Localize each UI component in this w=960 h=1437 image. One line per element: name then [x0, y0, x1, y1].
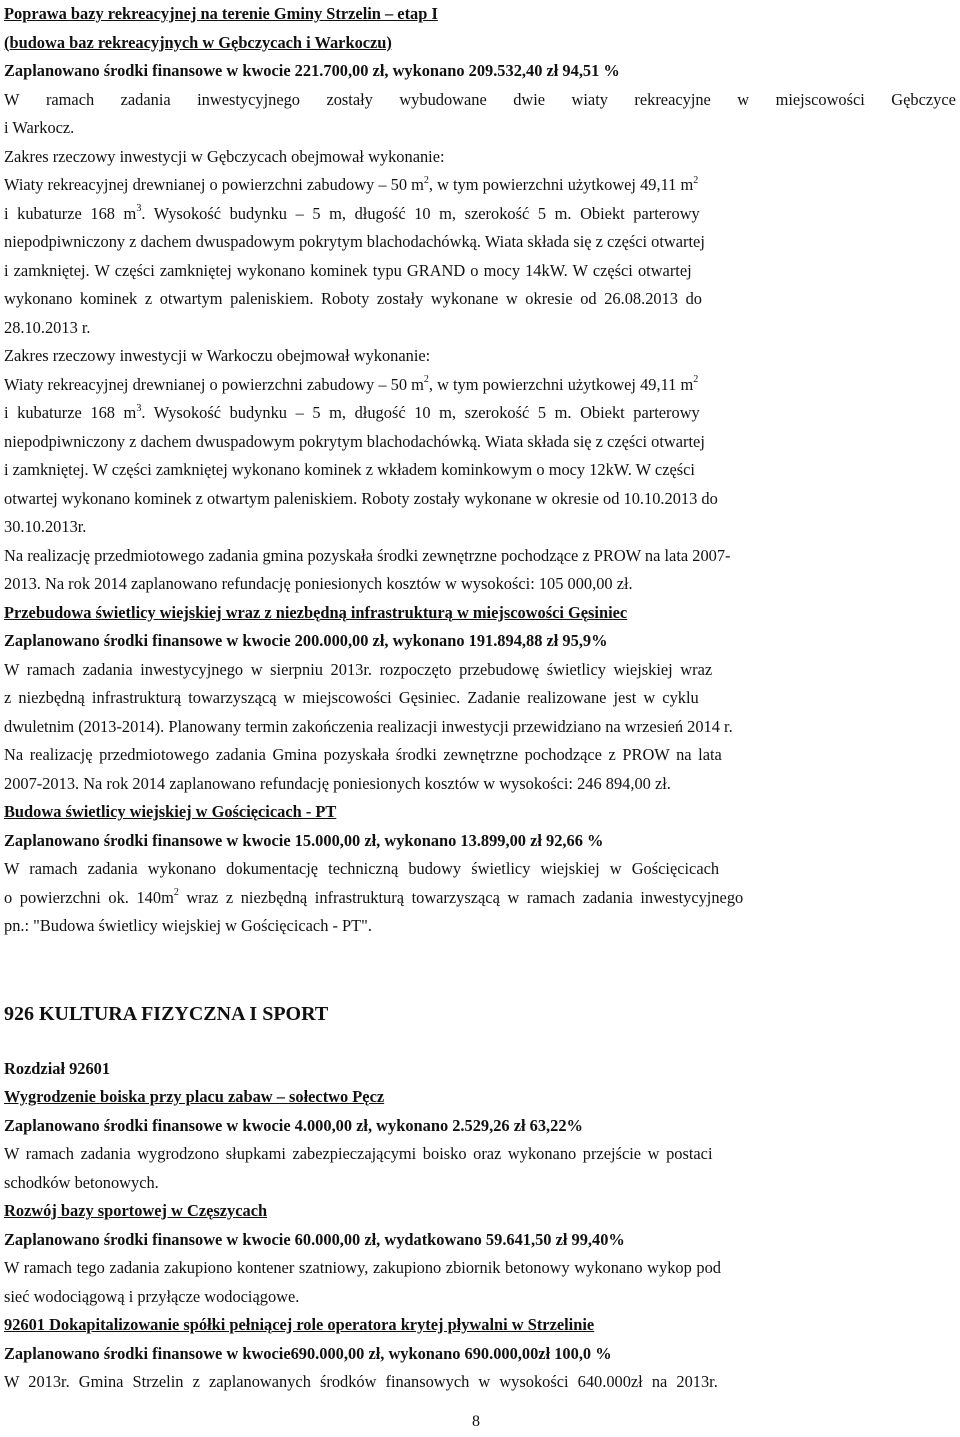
paragraph-line: wykonano kominek z otwartym paleniskiem. Roboty zostały wykonane w okresie od 26.08.2013 do [4, 289, 702, 308]
paragraph-line: o powierzchni ok. $140m^2$ wraz z niezbędną infrastrukturą towarzyszącą w ramach zadania inwestycyjnego [4, 887, 744, 907]
paragraph-line: W ramach zadania inwestycyjnego w sierpniu 2013r. rozpoczęto przebudowę świetlicy wiejskiej wraz [4, 659, 713, 679]
paragraph-line: i zamkniętej. W części zamkniętej wykonano kominek typu GRAND o mocy 14kW. W części otwartej [4, 260, 692, 280]
execution-percent: 95,9% [562, 631, 608, 650]
word: ramach [45, 89, 95, 109]
execution-percent: 100,0 % [554, 1343, 612, 1363]
word: w [737, 89, 750, 109]
chapter-heading: 926 KULTURA FIZYCZNA I SPORT [4, 1002, 329, 1025]
planned-funds-line [4, 1340, 956, 1369]
paragraph-line: Wiaty rekreacyjnej drewnianej o powierzchni zabudowy – 50 $m^2$, w tym powierzchni użytkowej 49,11 $m^2$ [4, 374, 699, 394]
word: miejscowości [775, 89, 865, 109]
scope-heading: Zakres rzeczowy inwestycji w Warkoczu obejmował wykonanie: [4, 346, 431, 365]
paragraph-line: niepodpiwniczony z dachem dwuspadowym pokrytym blachodachówką. Wiata składa się z części otwartej [4, 232, 705, 251]
paragraph-line: Wiaty rekreacyjnej drewnianej o powierzchni zabudowy – 50 $m^2$, w tym powierzchni użytkowej 49,11 $m^2$ [4, 174, 699, 194]
paragraph-line: pn.: "Budowa świetlicy wiejskiej w Gościęcicach - PT". [4, 916, 372, 935]
paragraph-line: schodków betonowych. [4, 1172, 159, 1192]
section-title: Poprawa bazy rekreacyjnej na terenie Gminy Strzelin – etap I [4, 4, 438, 23]
paragraph-line: i Warkocz. [4, 118, 75, 137]
planned-funds: Zaplanowano środki finansowe w kwocie 15.000,00 zł, wykonano 13.899,00 zł [4, 830, 542, 850]
paragraph-line: sieć wodociągową i przyłącze wodociągowe. [4, 1286, 300, 1306]
execution-percent: 63,22% [529, 1115, 583, 1135]
word: W [4, 89, 20, 109]
planned-funds: Zaplanowano środki finansowe w kwocie 200.000,00 zł, wykonano 191.894,88 zł [4, 631, 559, 650]
word: wiaty [571, 89, 608, 109]
paragraph-line: niepodpiwniczony z dachem dwuspadowym pokrytym blachodachówką. Wiata składa się z części otwartej [4, 431, 705, 451]
word: zadania [120, 89, 171, 109]
paragraph-line: 28.10.2013 r. [4, 317, 91, 337]
paragraph-line: 2013. Na rok 2014 zaplanowano refundację poniesionych kosztów w wysokości: 105 000,00 zł. [4, 574, 633, 593]
planned-funds-line [4, 827, 956, 856]
planned-funds-line [4, 1226, 956, 1255]
word: dwie [513, 89, 546, 109]
paragraph-line: 2007-2013. Na rok 2014 zaplanowano refundację poniesionych kosztów w wysokości: 246 894,00 zł. [4, 773, 671, 793]
paragraph-line: W ramach zadania wygrodzono słupkami zabezpieczającymi boisko oraz wykonano przejście w postaci [4, 1144, 713, 1163]
paragraph-line: otwartej wykonano kominek z otwartym paleniskiem. Roboty zostały wykonane w okresie od 10.10.2013 do [4, 488, 718, 508]
planned-funds: Zaplanowano środki finansowe w kwocie690.000,00 zł, wykonano 690.000,00zł [4, 1343, 551, 1363]
paragraph-line: W ramach tego zadania zakupiono kontener szatniowy, zakupiono zbiornik betonowy wykonano wykop pod [4, 1258, 721, 1277]
planned-funds-line [4, 1112, 956, 1141]
paragraph-line: Na realizację przedmiotowego zadania gmina pozyskała środki zewnętrzne pochodzące z PROW na lata 2007- [4, 545, 731, 565]
paragraph-line: W 2013r. Gmina Strzelin z zaplanowanych środków finansowych w wysokości 640.000zł na 2013r. [4, 1372, 718, 1391]
paragraph-line: W ramach zadania wykonano dokumentację techniczną budowy świetlicy wiejskiej w Gościęcicach [4, 859, 720, 878]
scope-heading: Zakres rzeczowy inwestycji w Gębczycach obejmował wykonanie: [4, 146, 445, 166]
paragraph-line: Na realizację przedmiotowego zadania Gmina pozyskała środki zewnętrzne pochodzące z PROW na lata [4, 745, 722, 764]
planned-funds: Zaplanowano środki finansowe w kwocie 60.000,00 zł, wydatkowano 59.641,50 zł [4, 1229, 568, 1249]
section-title: Budowa świetlicy wiejskiej w Gościęcicach - PT [4, 802, 337, 821]
page-number: 8 [472, 1413, 480, 1430]
word: inwestycyjnego [197, 89, 300, 109]
document-page [4, 0, 956, 1397]
paragraph-line: 30.10.2013r. [4, 517, 87, 536]
paragraph-line: dwuletnim (2013-2014). Planowany termin zakończenia realizacji inwestycji przewidziano na wrzesień 2014 r. [4, 716, 733, 736]
paragraph-line: i kubaturze 168 $m^3$. Wysokość budynku – 5 m, długość 10 m, szerokość 5 m. Obiekt parterowy [4, 203, 700, 223]
word: Gębczyce [891, 89, 956, 109]
planned-funds-line [4, 627, 956, 656]
section-title: Rozwój bazy sportowej w Częszycach [4, 1201, 268, 1220]
execution-percent: 99,40% [571, 1229, 625, 1249]
execution-percent: 94,51 % [562, 61, 620, 80]
paragraph-line: i kubaturze 168 $m^3$. Wysokość budynku – 5 m, długość 10 m, szerokość 5 m. Obiekt parterowy [4, 402, 700, 422]
section-title: Przebudowa świetlicy wiejskiej wraz z niezbędną infrastrukturą w miejscowości Gęsiniec [4, 602, 628, 622]
subchapter-heading: Rozdział 92601 [4, 1058, 111, 1078]
execution-percent: 92,66 % [546, 830, 604, 850]
word: wybudowane [399, 89, 487, 109]
word: zostały [326, 89, 373, 109]
section-subtitle: (budowa baz rekreacyjnych w Gębczycach i Warkoczu) [4, 32, 392, 52]
section-title: 92601 Dokapitalizowanie spółki pełniącej role operatora krytej pływalni w Strzelinie [4, 1315, 595, 1334]
paragraph-line [4, 86, 956, 115]
paragraph-line: i zamkniętej. W części zamkniętej wykonano kominek z wkładem kominkowym o mocy 12kW. W części [4, 460, 695, 479]
planned-funds: Zaplanowano środki finansowe w kwocie 4.000,00 zł, wykonano 2.529,26 zł [4, 1115, 526, 1135]
planned-funds-line [4, 57, 956, 86]
planned-funds: Zaplanowano środki finansowe w kwocie 221.700,00 zł, wykonano 209.532,40 zł [4, 61, 559, 80]
section-title: Wygrodzenie boiska przy placu zabaw – sołectwo Pęcz [4, 1087, 385, 1106]
word: rekreacyjne [634, 89, 711, 109]
paragraph-line: z niezbędną infrastrukturą towarzyszącą w miejscowości Gęsiniec. Zadanie realizowane jest w cyklu [4, 688, 699, 707]
